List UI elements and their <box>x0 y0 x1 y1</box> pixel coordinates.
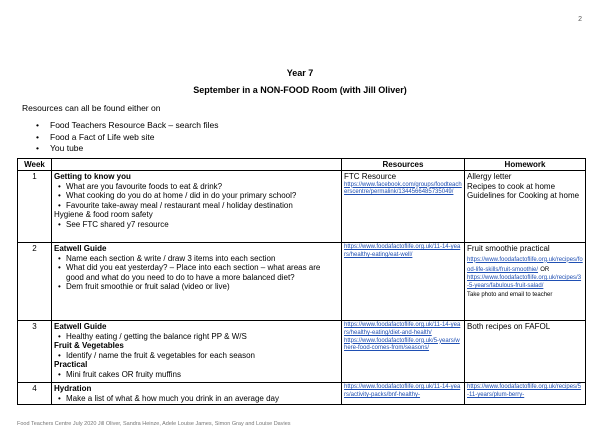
source-item: • Food Teachers Resource Back – search files <box>22 120 219 132</box>
bullet-list <box>54 220 339 230</box>
homework-item: Both recipes on FAFOL <box>467 322 551 331</box>
bullet-list <box>54 394 339 404</box>
page-subtitle: September in a NON-FOOD Room (with Jill Oliver) <box>193 85 407 95</box>
list-item: • What did you eat yesterday? – Place into each section – what areas are good and what do you need to do to have a more balanced diet? <box>54 263 339 282</box>
resource-link[interactable]: https://www.foodafactoflife.org.uk/5-years/where-food-comes-from/seasons/ <box>344 337 460 352</box>
bullet-list <box>54 182 339 211</box>
list-item: • Name each section & write / draw 3 items into each section <box>54 254 339 264</box>
bullet-list <box>54 254 339 292</box>
page-number: 2 <box>578 16 582 23</box>
content-cell <box>52 171 342 243</box>
homework-item: Allergy letter <box>467 172 512 181</box>
resource-label: FTC Resource <box>344 172 397 181</box>
week-cell: 1 <box>18 171 52 243</box>
list-item: • Favourite take-away meal / restaurant meal / holiday destination <box>54 201 339 211</box>
section-title: Fruit & Vegetables <box>54 341 124 350</box>
page-title: Year 7 <box>286 68 314 78</box>
bullet-list <box>54 332 339 342</box>
week-cell: 3 <box>18 321 52 383</box>
homework-cell <box>465 243 586 321</box>
header-content <box>52 159 342 171</box>
section-title: Hydration <box>54 384 92 393</box>
homework-link[interactable]: https://www.foodafactoflife.org.uk/recipes/5-11-years/plum-berry- <box>467 384 582 398</box>
lesson-plan-table <box>17 158 586 405</box>
list-item: • Make a list of what & how much you drink in an average day <box>54 394 339 404</box>
list-item: • What are you favourite foods to eat & drink? <box>54 182 339 192</box>
homework-item: Guidelines for Cooking at home <box>467 191 580 200</box>
resource-link[interactable]: https://www.foodafactoflife.org.uk/11-14-years/activity-packs/bnf-healthy- <box>344 384 461 398</box>
week-cell: 4 <box>18 383 52 405</box>
list-item: • What cooking do you do at home / did in do your primary school? <box>54 191 339 201</box>
resources-cell <box>342 321 465 383</box>
table-header-row <box>18 159 586 171</box>
section-title: Getting to know you <box>54 172 131 181</box>
list-item: • Healthy eating / getting the balance right PP & W/S <box>54 332 339 342</box>
content-cell <box>52 243 342 321</box>
homework-note: Take photo and email to teacher <box>467 291 553 298</box>
table-row <box>18 243 586 321</box>
section-title: Eatwell Guide <box>54 244 107 253</box>
source-item: • Food a Fact of Life web site <box>22 132 219 144</box>
homework-link[interactable]: https://www.foodafactoflife.org.uk/recipes/3-5-years/fabulous-fruit-salad/ <box>467 275 582 289</box>
resources-cell <box>342 171 465 243</box>
resource-link[interactable]: https://www.foodafactoflife.org.uk/11-14-years/healthy-eating/eat-well/ <box>344 244 461 258</box>
homework-cell <box>465 321 586 383</box>
resource-link[interactable]: https://www.foodafactoflife.org.uk/11-14-years/healthy-eating/diet-and-health/ <box>344 322 461 336</box>
header-week: Week <box>18 159 52 171</box>
content-cell <box>52 321 342 383</box>
homework-item: Recipes to cook at home <box>467 181 556 191</box>
list-item: • Mini fruit cakes OR fruity muffins <box>54 370 339 380</box>
bullet-list <box>54 370 339 380</box>
homework-link[interactable]: https://www.foodafactoflife.org.uk/recipes/food-life-skills/fruit-smoothie/ <box>467 256 583 274</box>
header-resources: Resources <box>342 159 465 171</box>
resources-cell <box>342 243 465 321</box>
intro-text: Resources can all be found either on <box>22 103 161 113</box>
table-row <box>18 321 586 383</box>
table-row <box>18 383 586 405</box>
resources-cell <box>342 383 465 405</box>
header-homework: Homework <box>465 159 586 171</box>
page-footer: Food Teachers Centre July 2020 Jill Oliver, Sandra Heinze, Adele Louise James, Simon Gray and Louise Davies <box>17 421 291 427</box>
section-subtitle: Hygiene & food room safety <box>54 210 153 219</box>
sources-list <box>22 120 219 155</box>
section-title: Practical <box>54 360 88 369</box>
bullet-list <box>54 351 339 361</box>
list-item: • See FTC shared y7 resource <box>54 220 339 230</box>
section-title: Eatwell Guide <box>54 322 107 331</box>
homework-title: Fruit smoothie practical <box>467 244 550 253</box>
week-cell: 2 <box>18 243 52 321</box>
source-item: • You tube <box>22 143 219 155</box>
resource-link[interactable]: https://www.facebook.com/groups/foodteacherscentre/permalink/1344566485735049/ <box>344 181 462 196</box>
homework-cell <box>465 171 586 243</box>
content-cell <box>52 383 342 405</box>
homework-or: OR <box>540 267 550 274</box>
list-item: • Dem fruit smoothie or fruit salad (video or live) <box>54 282 339 292</box>
list-item: • Identify / name the fruit & vegetables for each season <box>54 351 339 361</box>
table-row <box>18 171 586 243</box>
homework-cell <box>465 383 586 405</box>
